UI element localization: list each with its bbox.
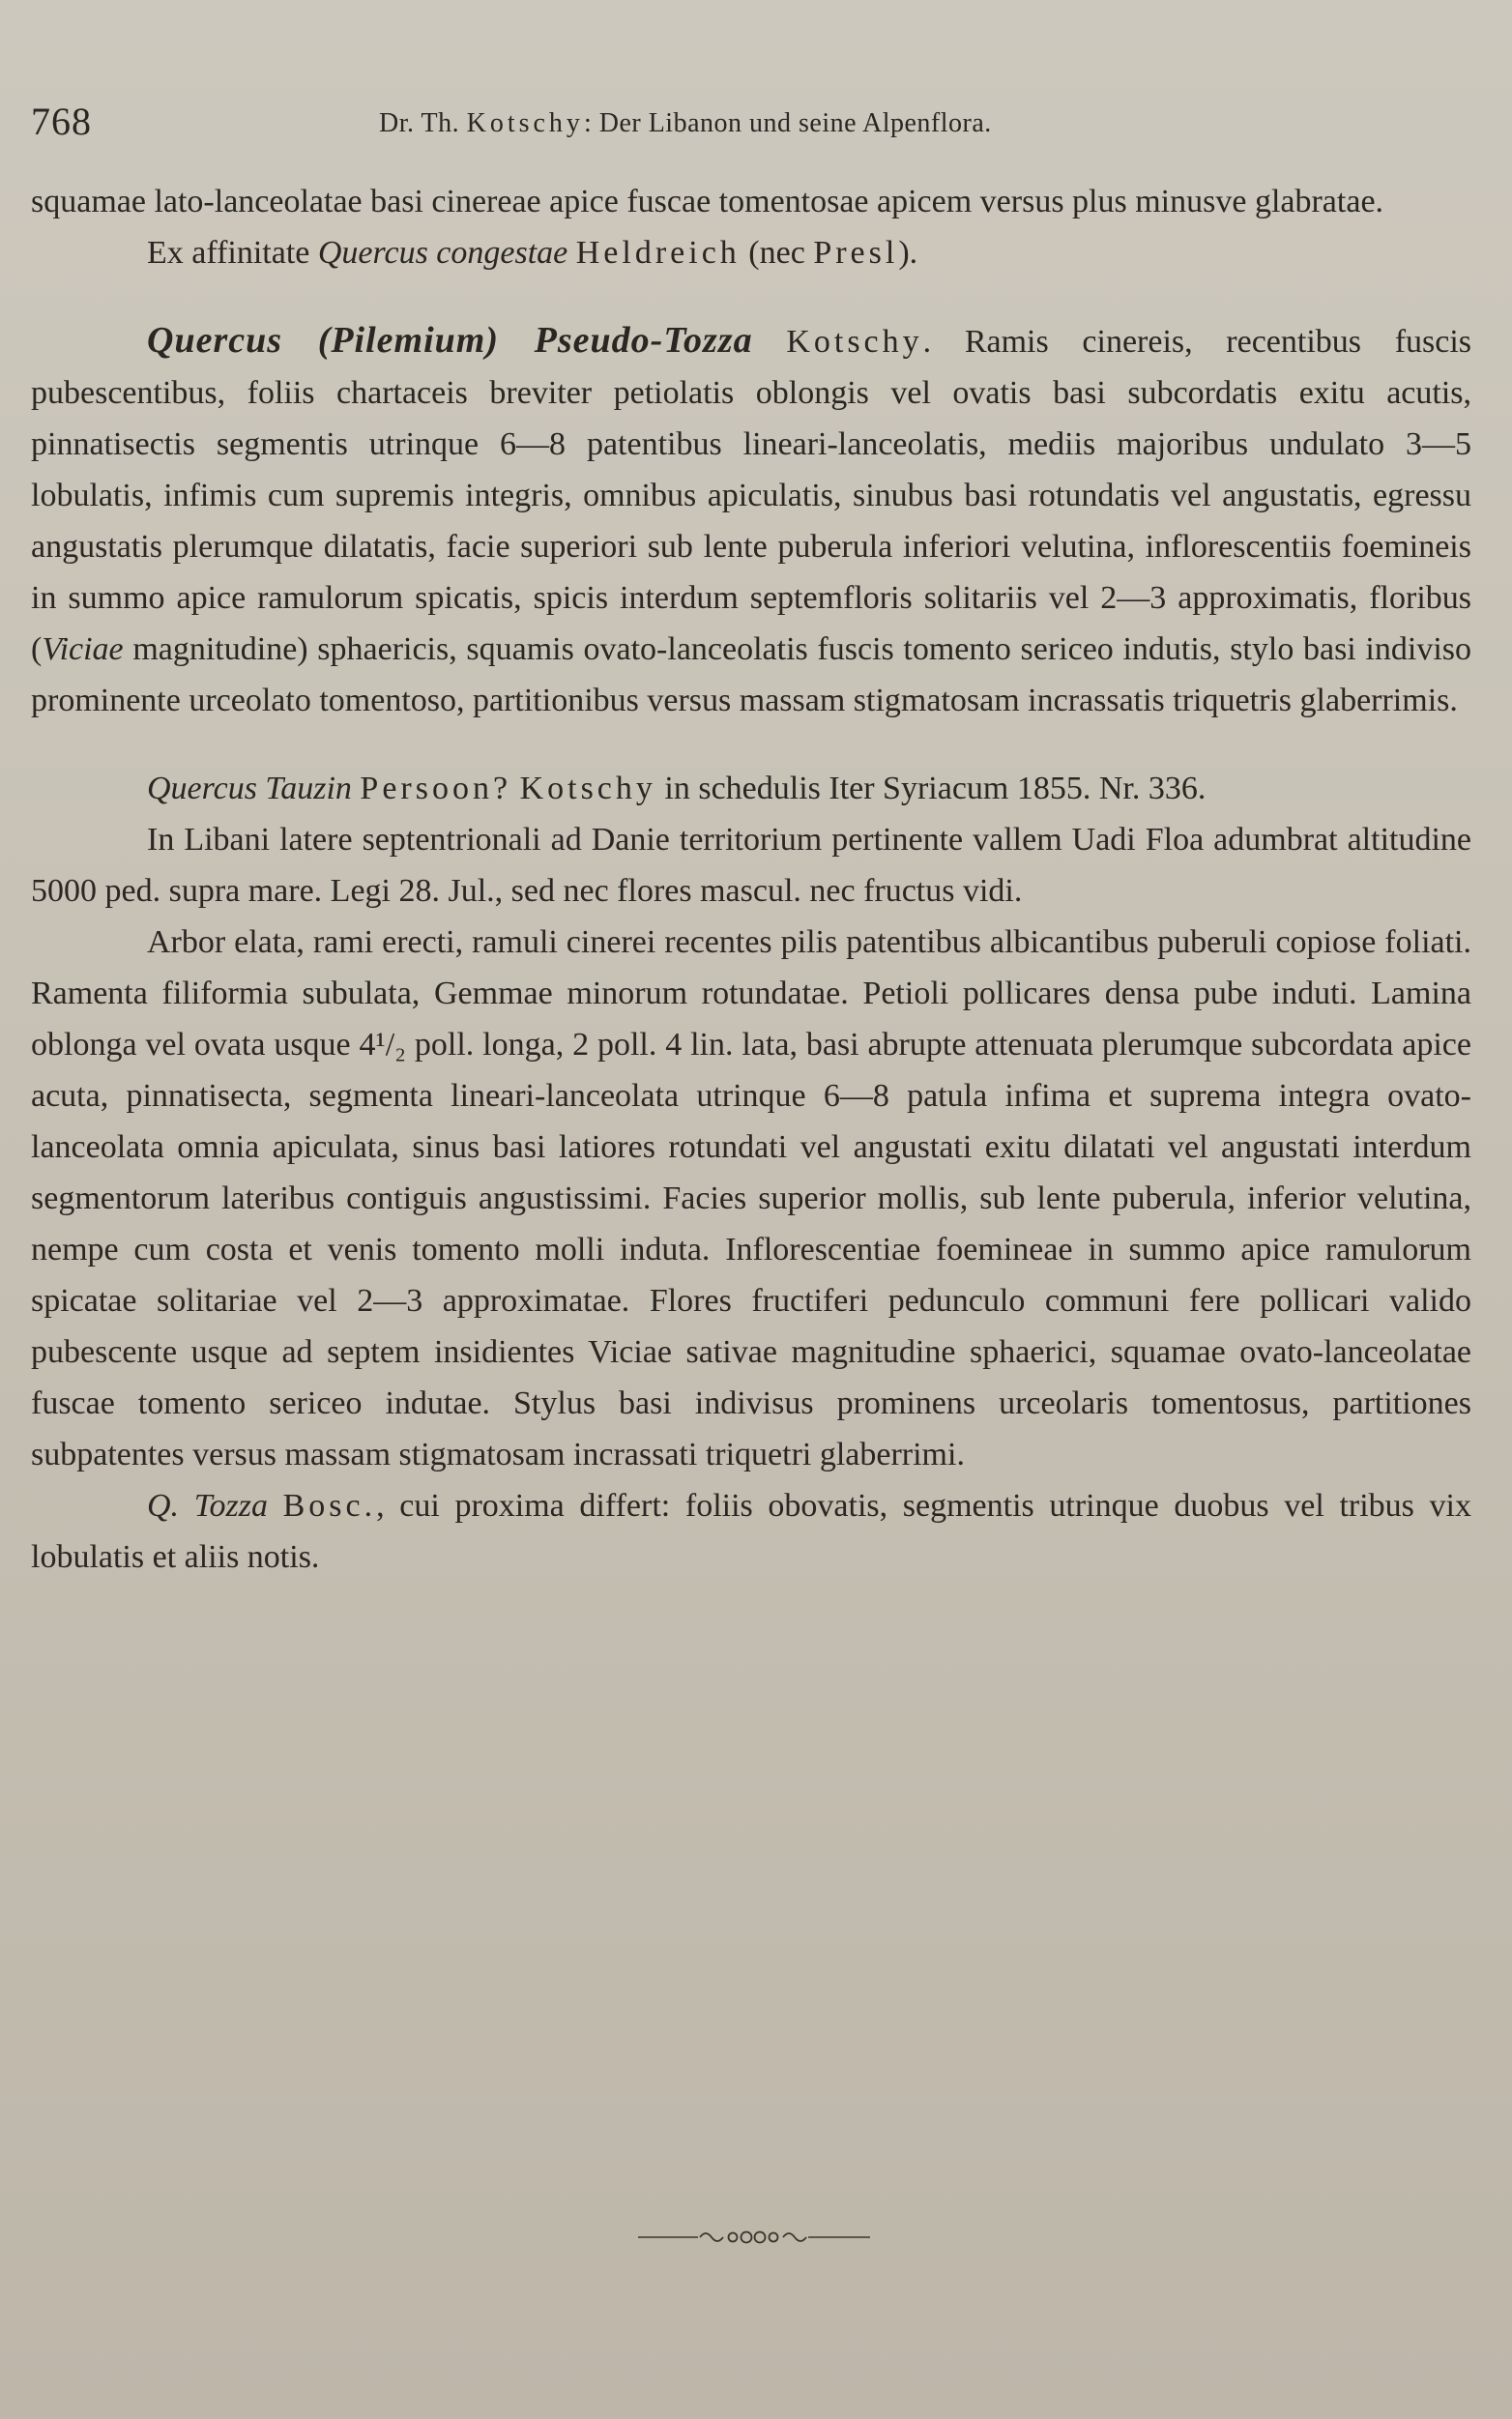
author-name: Presl	[813, 235, 899, 271]
text-run: Ex affinitate	[147, 235, 318, 271]
body-text	[31, 176, 1471, 1583]
text-run: Arbor elata, rami erecti, ramuli cinerei recentes pilis patentibus albicantibus puberuli copiose foliati. Ramenta filiformia subulata, Gemmae minorum rotundatae. Petioli pollicares densa pube induti. Lamina oblonga vel ovata usque 4	[31, 924, 1471, 1063]
text-run: magnitudine) sphaericis, squamis ovato-lanceolatis fuscis tomento sericeo indutis, stylo basi indiviso prominente urceolato tomentoso, partitionibus versus massam stigmatosam incrassatis triquetris glaberrimis.	[31, 631, 1471, 718]
text-run: in schedulis Iter Syriacum 1855. Nr. 336.	[655, 771, 1207, 806]
author-name: Heldreich	[575, 235, 741, 271]
species-title: Quercus (Pilemium) Pseudo-Tozza	[147, 320, 753, 361]
author-name: Kotschy	[519, 771, 656, 806]
text-run: poll. longa, 2 poll. 4 lin. lata, basi abrupte attenuata plerumque subcordata apice acuta, pinnatisecta, segmenta lineari-lanceolata utrinque 6—8 patula infima et suprema integra ovato-lanceolata omnia apiculata, sinus basi latiores rotundati vel angustati exitu dilatati vel angustati interdum segmentorum lateribus contiguis angustissimi. Facies superior mollis, sub lente puberula, inferior velutina, nempe cum costa et venis tomento molli induta. Inflorescentiae foemineae in summo apice ramulorum spicatae solitariae vel 2—3 approximatae. Flores fructiferi pedunculo communi fere pollicari valido pubescente usque ad septem insidientes Viciae sativae magnitudine sphaerici, squamae ovato-lanceolatae fuscae tomento sericeo indutae. Stylus basi indivisus prominens urceolaris tomentosus, partitiones subpatentes versus massam stigmatosam incrassati triquetri glaberrimi.	[31, 1027, 1471, 1472]
paragraph-affinity	[31, 227, 1471, 278]
text-run: (nec	[740, 235, 814, 271]
section-end-ornament	[638, 2226, 870, 2249]
paragraph-continuation	[31, 176, 1471, 227]
author-name: Kotschy	[786, 324, 923, 360]
author-name: Bosc.	[282, 1488, 377, 1524]
paragraph-species-description	[31, 315, 1471, 726]
page-number: 768	[31, 100, 92, 143]
paragraph-comparison	[31, 1480, 1471, 1583]
running-head-prefix: Dr. Th.	[379, 108, 460, 138]
taxon-name: Q. Tozza	[147, 1488, 268, 1524]
text-run: ).	[898, 235, 918, 271]
running-head-author: Kotschy	[466, 108, 584, 138]
paragraph-synonym	[31, 763, 1471, 814]
paragraph-morphology	[31, 917, 1471, 1480]
running-head	[379, 102, 992, 145]
paragraph-text: In Libani latere septentrionali ad Danie territorium pertinente vallem Uadi Floa adumbrat altitudine 5000 ped. supra mare. Legi 28. Jul., sed nec flores mascul. nec fructus vidi.	[31, 822, 1471, 909]
running-head-rest: : Der Libanon und seine Alpenflora.	[583, 108, 992, 138]
taxon-name: Quercus Tauzin	[147, 771, 352, 806]
taxon-name: Viciae	[42, 631, 124, 667]
text-run: , cui proxima differt: foliis obovatis, segmentis utrinque duobus vel tribus vix lobulatis et aliis notis.	[31, 1488, 1471, 1575]
paragraph-text: squamae lato-lanceolatae basi cinereae apice fuscae tomentosae apicem versus plus minusve glabratae.	[31, 184, 1384, 219]
author-name: Persoon?	[360, 771, 512, 806]
taxon-name: Quercus congestae	[317, 235, 568, 271]
text-run: . Ramis cinereis, recentibus fuscis pubescentibus, foliis chartaceis breviter petiolatis oblongis vel ovatis basi subcordatis exitu acutis, pinnatisectis segmentis utrinque 6—8 patentibus lineari-lanceolatis, mediis majoribus undulato 3—5 lobulatis, infimis cum supremis integris, omnibus apiculatis, sinubus basi rotundatis vel angustatis, egressu angustatis plerumque dilatatis, facie superiori sub lente puberula inferiori velutina, inflorescentiis foemineis in summo apice ramulorum spicatis, spicis interdum septemfloris solitariis vel 2—3 approximatis, floribus (	[31, 324, 1472, 667]
fraction: ¹/₂	[375, 1027, 407, 1063]
page-header	[31, 97, 1481, 147]
paragraph-locality	[31, 814, 1471, 917]
